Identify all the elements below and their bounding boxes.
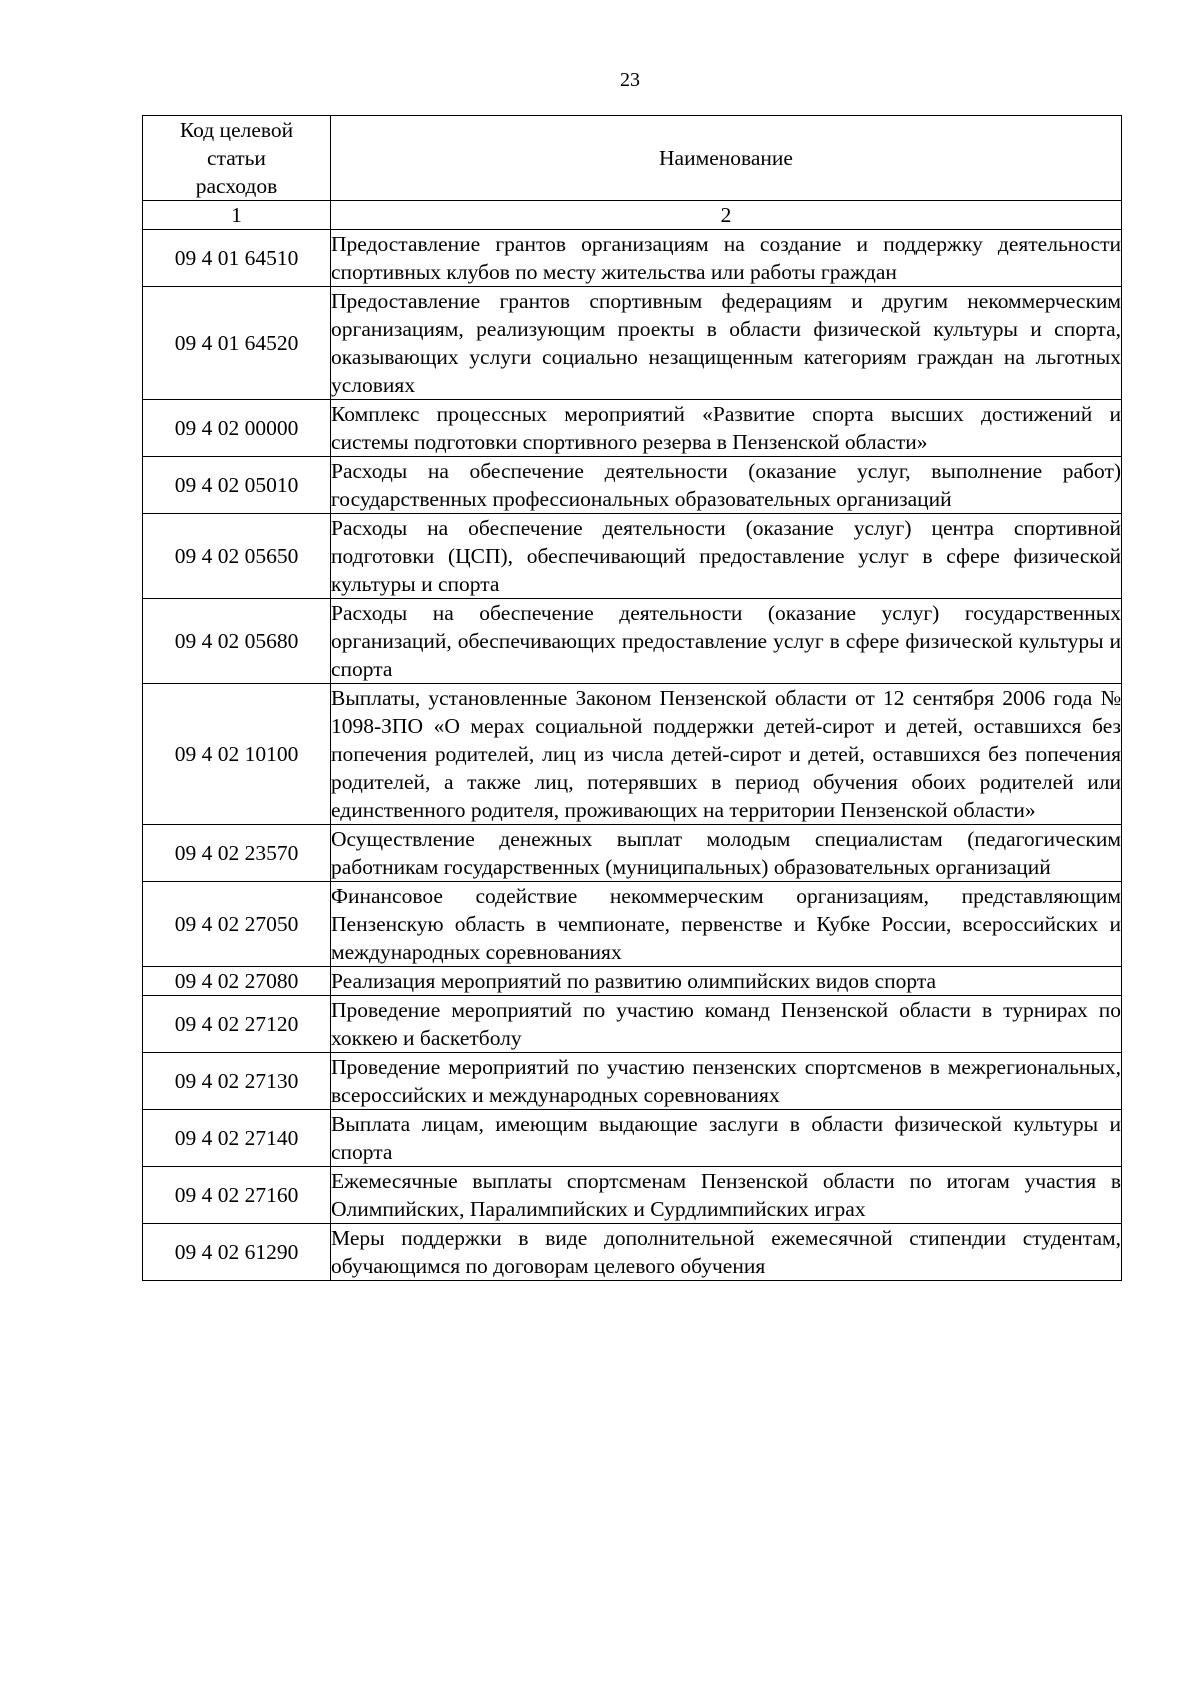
expense-code: 09 4 02 27050 [143, 882, 331, 967]
column-number: 2 [331, 201, 1122, 230]
header-code-cell [143, 116, 331, 201]
table-row [143, 1053, 1122, 1110]
expense-code: 09 4 01 64510 [143, 230, 331, 287]
expense-name: Меры поддержки в виде дополнительной ежемесячной стипендии студентам, обучающимся по договорам целевого обучения [331, 1224, 1122, 1281]
expense-name: Проведение мероприятий по участию пензенских спортсменов в межрегиональных, всероссийских и международных соревнованиях [331, 1053, 1122, 1110]
expense-code: 09 4 02 27120 [143, 996, 331, 1053]
table-row [143, 996, 1122, 1053]
table-row [143, 599, 1122, 684]
table-row [143, 287, 1122, 400]
expense-code: 09 4 02 27160 [143, 1167, 331, 1224]
expense-name: Финансовое содействие некоммерческим организациям, представляющим Пензенскую область в чемпионате, первенстве и Кубке России, всероссийских и международных соревнованиях [331, 882, 1122, 967]
expense-name: Расходы на обеспечение деятельности (оказание услуг, выполнение работ) государственных профессиональных образовательных организаций [331, 457, 1122, 514]
header-code-line: расходов [195, 174, 278, 198]
expense-code: 09 4 02 61290 [143, 1224, 331, 1281]
table-row [143, 1167, 1122, 1224]
table-row [143, 684, 1122, 825]
expense-name: Выплаты, установленные Законом Пензенской области от 12 сентября 2006 года № 1098-ЗПО «О мерах социальной поддержки детей-сирот и детей, оставшихся без попечения родителей, лиц из числа детей-сирот и детей, оставшихся без попечения родителей, а также лиц, потерявших в период обучения обоих родителей или единственного родителя, проживающих на территории Пензенской области» [331, 684, 1122, 825]
expense-name: Комплекс процессных мероприятий «Развитие спорта высших достижений и системы подготовки спортивного резерва в Пензенской области» [331, 400, 1122, 457]
table-row [143, 457, 1122, 514]
expense-code: 09 4 02 23570 [143, 825, 331, 882]
header-code-line: Код целевой [179, 118, 294, 142]
table-row [143, 825, 1122, 882]
page-number: 23 [620, 69, 640, 91]
expense-code: 09 4 02 05010 [143, 457, 331, 514]
table-header-row [143, 116, 1122, 201]
expense-name: Реализация мероприятий по развитию олимпийских видов спорта [331, 967, 1122, 996]
table-row [143, 400, 1122, 457]
expense-code: 09 4 02 05650 [143, 514, 331, 599]
column-number-row [143, 201, 1122, 230]
header-code-line: статьи [207, 146, 266, 170]
table-row [143, 1110, 1122, 1167]
expense-codes-table [142, 115, 1122, 1281]
expense-code: 09 4 02 27130 [143, 1053, 331, 1110]
expense-name: Предоставление грантов организациям на создание и поддержку деятельности спортивных клубов по месту жительства или работы граждан [331, 230, 1122, 287]
expense-code: 09 4 02 27080 [143, 967, 331, 996]
expense-name: Выплата лицам, имеющим выдающие заслуги в области физической культуры и спорта [331, 1110, 1122, 1167]
expense-name: Проведение мероприятий по участию команд Пензенской области в турнирах по хоккею и баскетболу [331, 996, 1122, 1053]
expense-name: Осуществление денежных выплат молодым специалистам (педагогическим работникам государственных (муниципальных) образовательных организаций [331, 825, 1122, 882]
column-number: 1 [143, 201, 331, 230]
expense-code: 09 4 02 27140 [143, 1110, 331, 1167]
table-row [143, 1224, 1122, 1281]
expense-name: Предоставление грантов спортивным федерациям и другим некоммерческим организациям, реализующим проекты в области физической культуры и спорта, оказывающих услуги социально незащищенным категориям граждан на льготных условиях [331, 287, 1122, 400]
table-row [143, 882, 1122, 967]
table-row [143, 967, 1122, 996]
expense-code: 09 4 02 05680 [143, 599, 331, 684]
expense-code: 09 4 01 64520 [143, 287, 331, 400]
expense-code: 09 4 02 10100 [143, 684, 331, 825]
header-name-cell: Наименование [331, 116, 1122, 201]
expense-name: Расходы на обеспечение деятельности (оказание услуг) государственных организаций, обеспечивающих предоставление услуг в сфере физической культуры и спорта [331, 599, 1122, 684]
expense-name: Расходы на обеспечение деятельности (оказание услуг) центра спортивной подготовки (ЦСП), обеспечивающий предоставление услуг в сфере физической культуры и спорта [331, 514, 1122, 599]
expense-code: 09 4 02 00000 [143, 400, 331, 457]
table-row [143, 514, 1122, 599]
table-row [143, 230, 1122, 287]
expense-name: Ежемесячные выплаты спортсменам Пензенской области по итогам участия в Олимпийских, Паралимпийских и Сурдлимпийских играх [331, 1167, 1122, 1224]
